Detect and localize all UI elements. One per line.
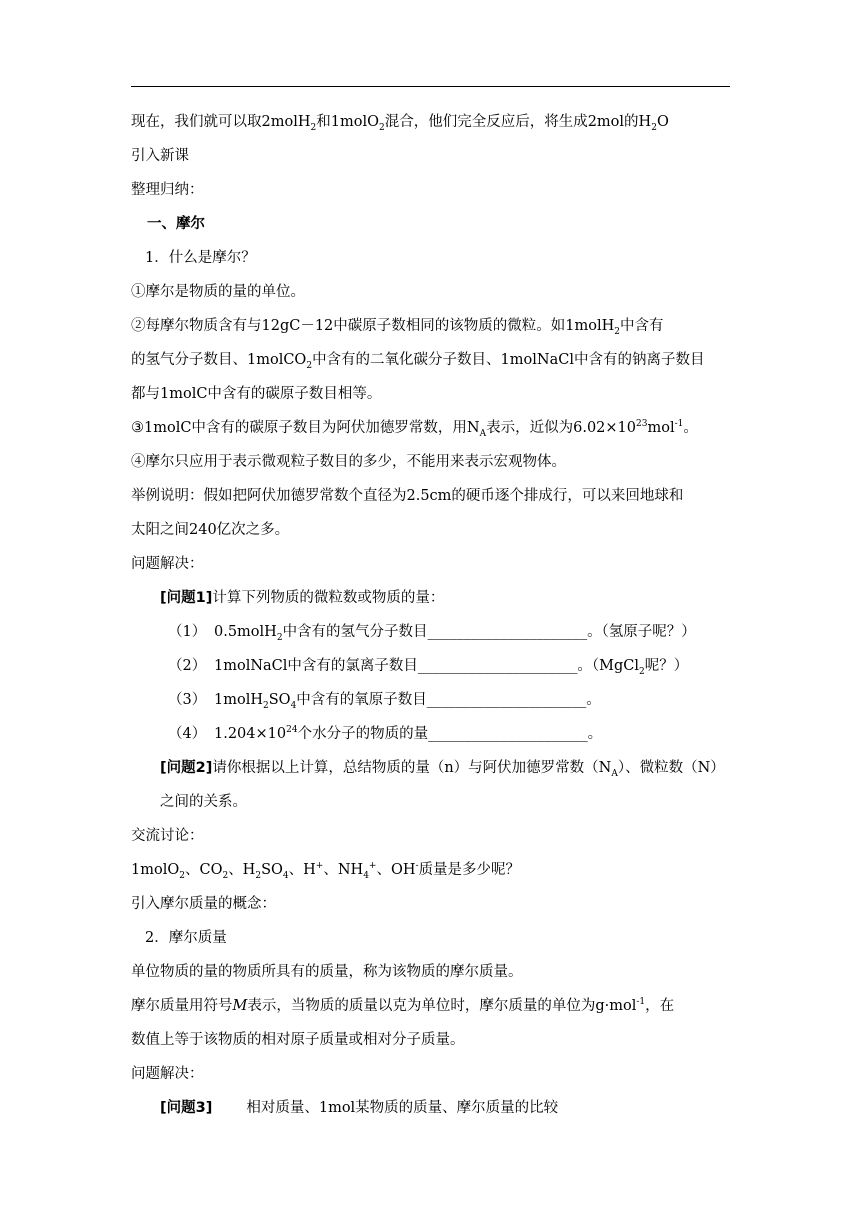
text: 1molNaCl中含有的氯离子数目 [214,658,418,674]
subscript: A [611,768,618,779]
text: 现在，我们就可以取2molH [131,114,311,130]
point-4: ④摩尔只应用于表示微观粒子数目的多少，不能用来表示宏观物体。 [131,454,566,470]
text: 。（氢原子呢？） [587,624,696,640]
superscript: -1 [674,419,684,430]
text: ②每摩尔物质含有与12gC－12中碳原子数相同的该物质的微粒。如1molH [131,318,615,334]
superscript: 23 [636,419,648,430]
text: 1molH [214,692,263,708]
section-heading-mole: 一、摩尔 [147,216,205,232]
point-2-line-3: 都与1molC中含有的碳原子数目相等。 [131,386,382,402]
question-3 [160,1098,760,1118]
item-3 [168,690,768,710]
text: 中含有 [620,318,664,334]
text: SO [268,692,291,708]
text: O [656,114,669,130]
problem-solving-heading-2: 问题解决： [131,1066,204,1082]
text: 呢？） [644,658,689,674]
text: ）、微粒数（N） [617,760,725,776]
subscript: 4 [363,870,369,881]
answer-blank: ______________________ [417,658,578,674]
superscript: - [415,861,419,872]
discussion-question [131,860,731,880]
molar-mass-symbol-line-2: 数值上等于该物质的相对原子质量或相对分子质量。 [131,1032,465,1048]
point-2-line-1 [131,316,731,336]
subscript: 2 [276,632,283,643]
text: 。 [683,420,698,436]
symbol-M: M [232,998,248,1014]
superscript: + [315,861,324,872]
question-2 [160,758,760,778]
answer-blank: ______________________ [426,692,587,708]
subscript: 2 [614,326,620,337]
question-text: 相对质量、1mol某物质的质量、摩尔质量的比较 [246,1100,559,1116]
example-line-1: 举例说明：假如把阿伏加德罗常数个直径为2.5cm的硬币逐个排成行，可以来回地球和 [131,488,684,504]
superscript: 24 [286,725,298,736]
text: mol [647,420,675,436]
molar-mass-definition: 单位物质的量的物质所具有的质量，称为该物质的摩尔质量。 [131,964,523,980]
text: 0.5molH [214,624,277,640]
point-1: ①摩尔是物质的量的单位。 [131,284,305,300]
text: 、CO [184,862,223,878]
text: 中含有的氧原子数目 [296,692,427,708]
subscript: 2 [639,666,645,677]
text: 表示，当物质的质量以克为单位时，摩尔质量的单位为g·mol [247,998,637,1014]
text: 中含有的二氧化碳分子数目、1molNaCl中含有的钠离子数目 [312,352,705,368]
subscript: A [479,428,487,439]
text: 个水分子的物质的量 [297,726,429,742]
text: 摩尔质量用符号 [131,998,233,1014]
text: 、OH [376,862,416,878]
text: ，在 [645,998,675,1014]
paragraph-intro [131,112,731,132]
subscript: 2 [255,870,262,881]
superscript: -1 [636,997,646,1008]
summary-heading: 整理归纳： [131,182,204,198]
text: 。 [587,726,603,742]
subscript: 2 [310,122,317,133]
question-1 [160,588,760,608]
item-number: （2） [168,658,207,674]
subscript: 2 [263,700,269,711]
subscript: 4 [282,870,289,881]
text: 。 [586,692,601,708]
answer-blank: ______________________ [427,624,588,640]
text: 、NH [323,862,364,878]
subscript: 2 [378,122,385,133]
text: 。（MgCl [577,658,640,674]
text: 质量是多少呢？ [418,862,521,878]
subscript: 2 [651,122,657,133]
item-number: （4） [168,726,207,742]
item-2 [168,656,768,676]
item-number: （3） [168,692,207,708]
text: 、H [288,862,316,878]
text: 1molO [131,862,180,878]
question-label: [问题2] [160,760,213,776]
example-line-2: 太阳之间240亿次之多。 [131,522,290,538]
text: 混合，他们完全反应后，将生成2mol的H [384,114,652,130]
item-4 [168,724,768,744]
item-number: （1） [168,624,207,640]
point-3 [131,418,731,438]
question-label: [问题3] [160,1100,213,1116]
subscript: 2 [222,870,229,881]
subscript: 2 [306,360,313,371]
text: ③1molC中含有的碳原子数目为阿伏加德罗常数，用N [131,420,480,436]
subscript: 4 [290,700,297,711]
subheading-what-is-mole: 1．什么是摩尔？ [145,250,256,266]
item-1 [168,622,768,642]
text: 和1molO [316,114,379,130]
subscript: 2 [179,870,185,881]
question-2-continued: 之间的关系。 [160,794,247,810]
question-label: [问题1] [160,590,213,606]
point-2-line-2 [131,350,731,370]
discussion-heading: 交流讨论： [131,828,204,844]
problem-solving-heading: 问题解决： [131,556,204,572]
answer-blank: ______________________ [428,726,588,742]
text: 、H [228,862,256,878]
superscript: + [368,861,377,872]
text: 请你根据以上计算，总结物质的量（n）与阿伏加德罗常数（N [212,760,612,776]
subheading-molar-mass: 2．摩尔质量 [145,930,227,946]
question-text: 计算下列物质的微粒数或物质的量： [212,590,445,606]
text: 表示，近似为6.02×10 [486,420,637,436]
text: 中含有的氢气分子数目 [282,624,428,640]
text: 的氢气分子数目、1molCO [131,352,307,368]
molar-mass-symbol-line-1 [131,996,731,1016]
molar-mass-intro: 引入摩尔质量的概念： [131,896,276,912]
header-rule [131,86,730,87]
text: SO [261,862,283,878]
intro-new-lesson: 引入新课 [131,148,189,164]
text: 1.204×10 [214,726,287,742]
